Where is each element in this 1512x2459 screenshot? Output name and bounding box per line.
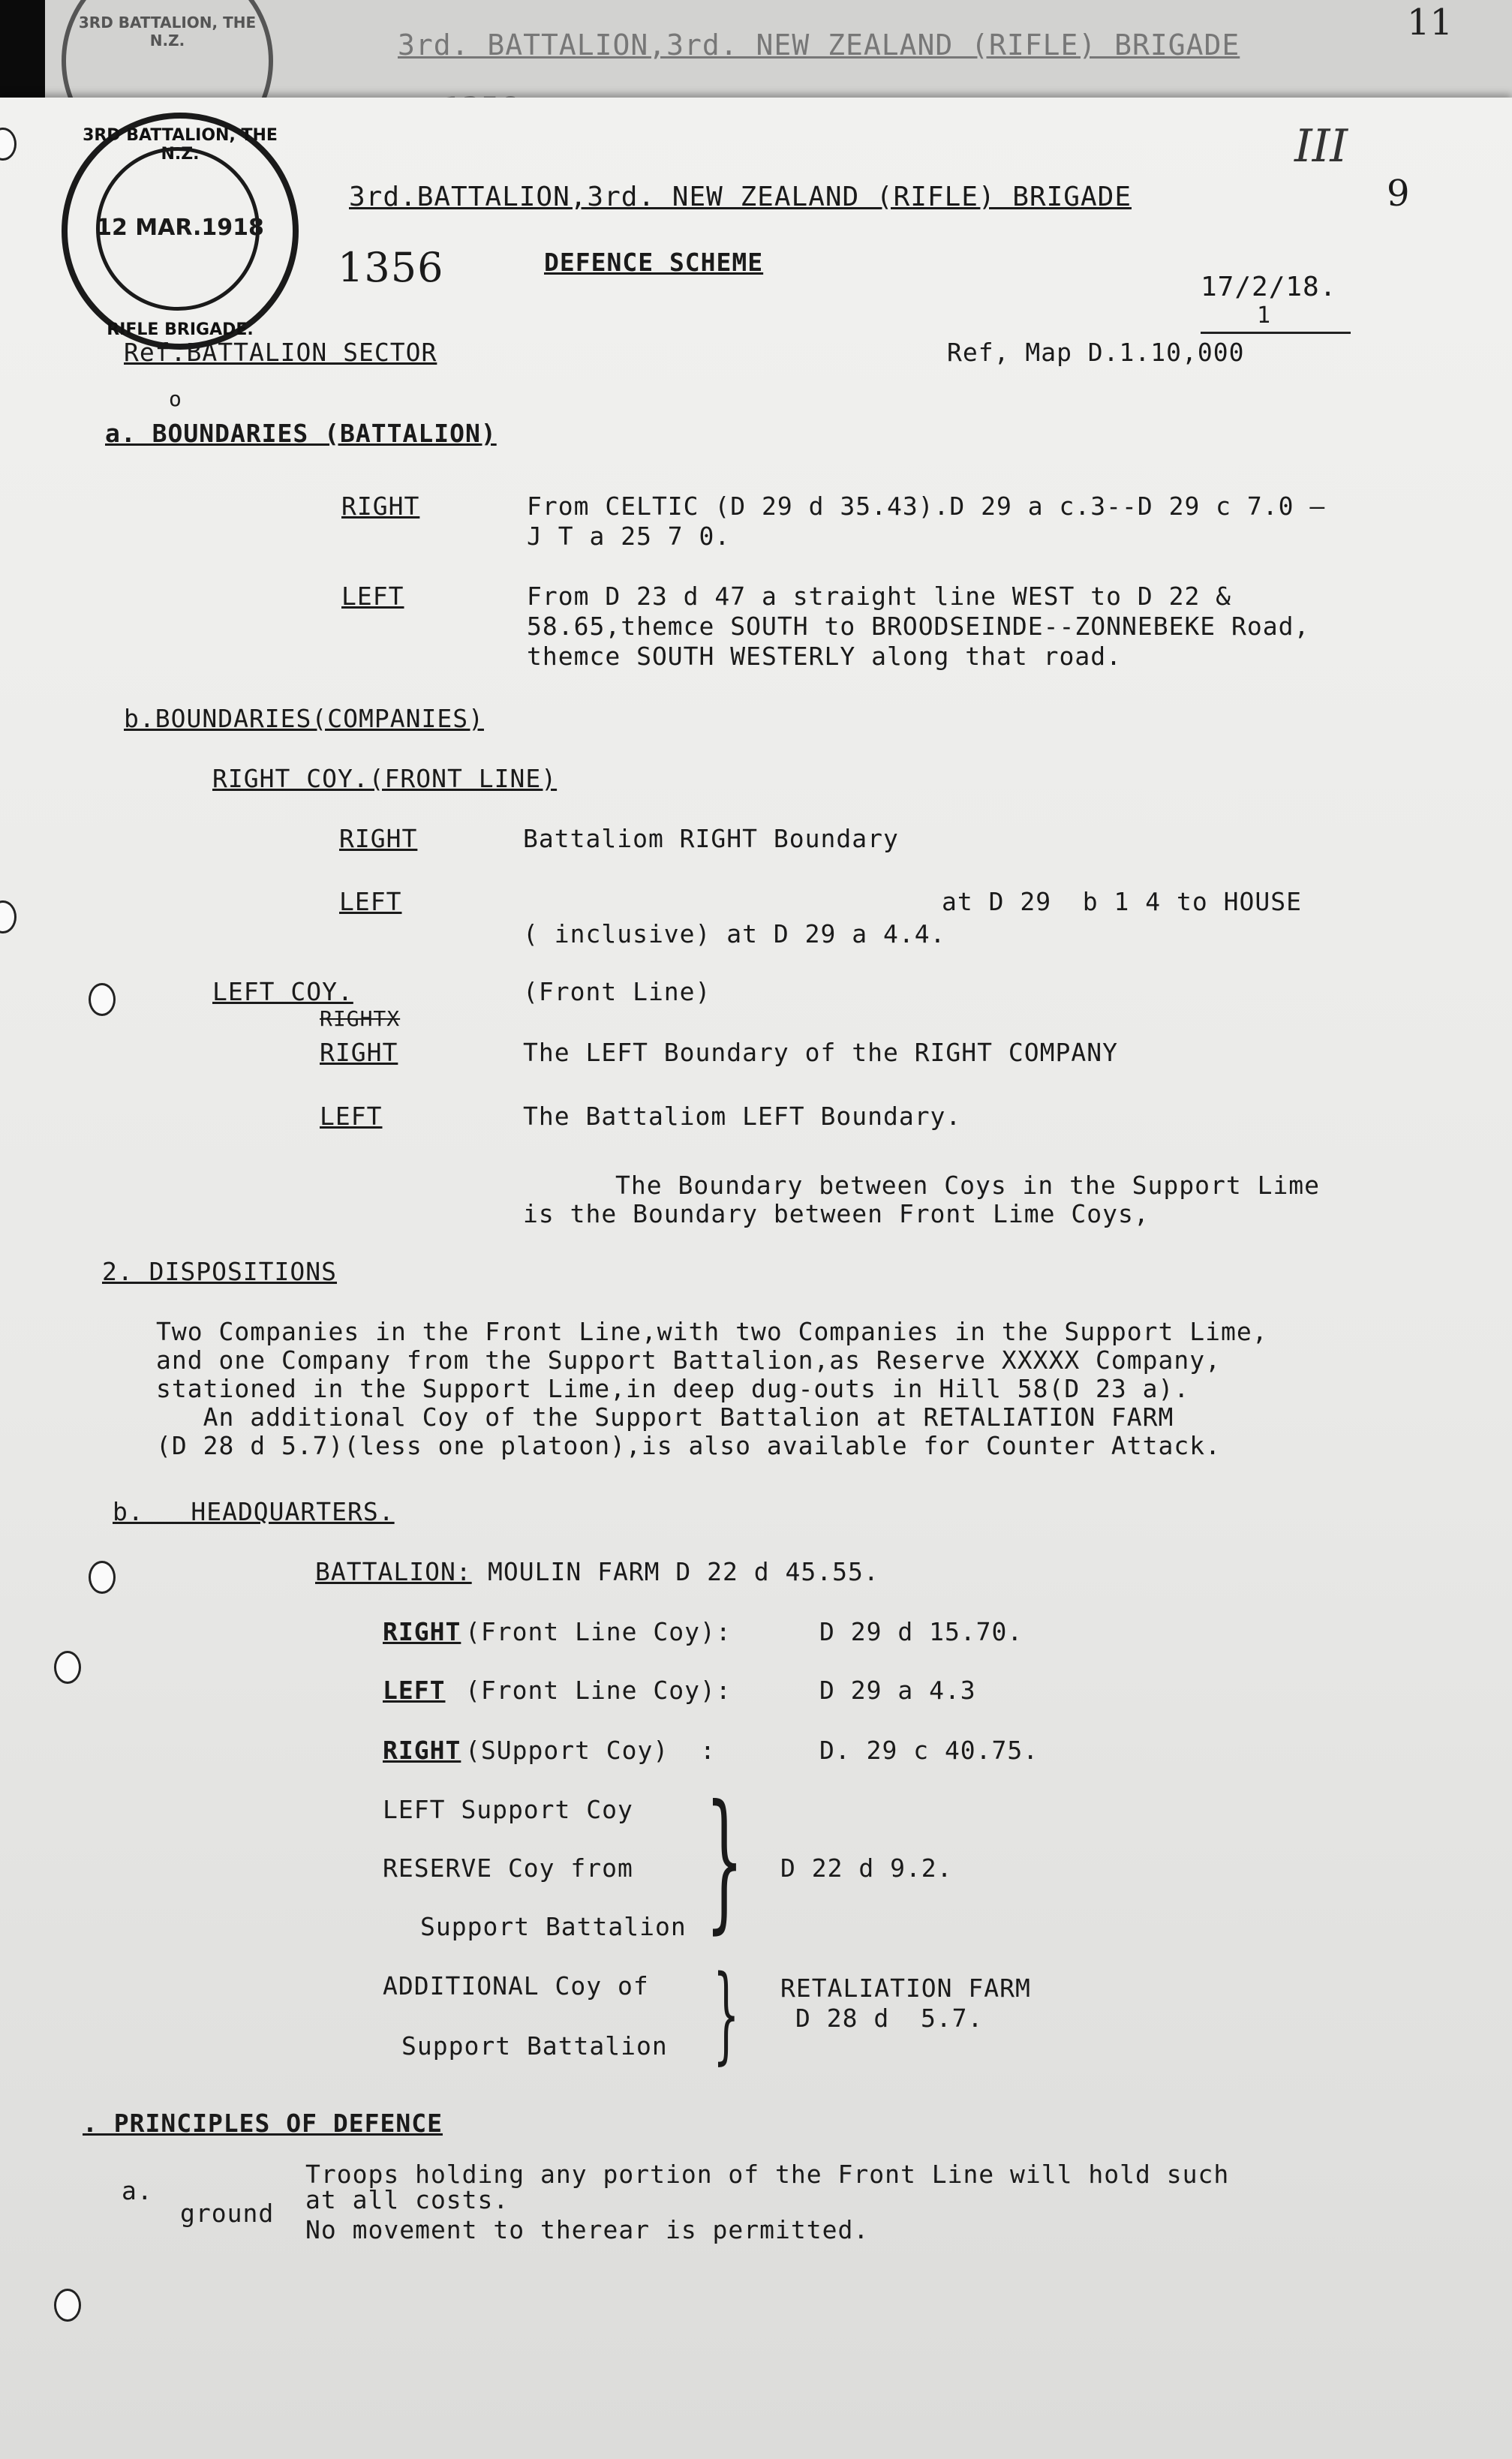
- heading-mark: o: [169, 386, 182, 411]
- underlying-stamp-text: 3RD BATTALION, THE N.Z.: [78, 14, 257, 50]
- underlying-page-number: 11: [1407, 2, 1453, 44]
- principle-item-marker: a.: [122, 2176, 153, 2205]
- punch-hole: [0, 900, 17, 933]
- page-number: 9: [1387, 173, 1411, 215]
- scale-rule: [1201, 332, 1351, 334]
- headquarters-heading: b. HEADQUARTERS.: [113, 1497, 395, 1526]
- hq-label: LEFT: [383, 1676, 446, 1705]
- struck-word: RIGHTX: [320, 1006, 401, 1031]
- principle-text: No movement to therear is permitted.: [305, 2215, 870, 2244]
- hq-label: RIGHT: [383, 1617, 461, 1646]
- punch-hole: [54, 2289, 81, 2322]
- hq-label: Support Battalion: [401, 2031, 668, 2061]
- hq-battalion-label: BATTALION:: [315, 1557, 472, 1586]
- boundary-left-line: themce SOUTH WESTERLY along that road.: [527, 642, 1122, 671]
- principle-text: ground: [180, 2199, 275, 2228]
- document-title: DEFENCE SCHEME: [544, 248, 764, 277]
- left-coy-left-text: The Battaliom LEFT Boundary.: [523, 1102, 962, 1131]
- hq-ref: D 29 a 4.3: [819, 1676, 976, 1705]
- battalion-sector: Ref.BATTALION SECTOR: [124, 338, 437, 367]
- boundary-left-label: LEFT: [341, 582, 404, 611]
- section-boundaries-companies: b.BOUNDARIES(COMPANIES): [124, 704, 484, 733]
- left-coy-right-text: The LEFT Boundary of the RIGHT COMPANY: [523, 1038, 1118, 1067]
- underlying-header: 3rd. BATTALION,3rd. NEW ZEALAND (RIFLE) BRIGADE: [398, 29, 1240, 62]
- hq-label: ADDITIONAL Coy of: [383, 1971, 649, 2001]
- boundary-right-line: J T a 25 7 0.: [527, 522, 731, 551]
- punch-hole: [0, 128, 17, 161]
- principle-text: at all costs.: [305, 2185, 510, 2214]
- curly-brace: }: [705, 1773, 744, 1948]
- hq-ref: D 22 d 9.2.: [780, 1853, 953, 1883]
- stamp-date: 12 MAR.1918: [96, 215, 264, 241]
- right-coy-left-label: LEFT: [339, 887, 402, 916]
- principle-text: Troops holding any portion of the Front Line will hold such: [305, 2160, 1230, 2189]
- hq-label: RESERVE Coy from: [383, 1853, 633, 1883]
- dispositions-paragraph: stationed in the Support Lime,in deep dug-outs in Hill 58(D 23 a).: [156, 1374, 1190, 1403]
- map-reference: Ref, Map D.1.10,000: [947, 338, 1245, 367]
- right-coy-heading: RIGHT COY.(FRONT LINE): [212, 764, 558, 793]
- left-coy-heading: LEFT COY.: [212, 977, 353, 1006]
- hq-label: (SUpport Coy) :: [465, 1736, 716, 1765]
- left-coy-left-label: LEFT: [320, 1102, 383, 1131]
- dispositions-paragraph: and one Company from the Support Battalion,as Reserve XXXXX Company,: [156, 1345, 1222, 1375]
- pencil-mark: III: [1294, 120, 1348, 173]
- hq-ref: RETALIATION FARM: [780, 1974, 1031, 2003]
- map-scale: 1: [1257, 302, 1272, 329]
- support-boundary-note: is the Boundary between Front Lime Coys,: [523, 1199, 1150, 1228]
- stamp-bottom-text: RIFLE BRIGADE.: [107, 320, 254, 339]
- boundary-right-label: RIGHT: [341, 491, 420, 521]
- hq-label: LEFT Support Coy: [383, 1795, 633, 1824]
- left-coy-paren: (Front Line): [523, 977, 711, 1006]
- dispositions-paragraph: Two Companies in the Front Line,with two Companies in the Support Lime,: [156, 1317, 1268, 1346]
- document-header: 3rd.BATTALION,3rd. NEW ZEALAND (RIFLE) BRIGADE: [349, 182, 1132, 212]
- right-coy-left-line: ( inclusive) at D 29 a 4.4.: [523, 919, 946, 948]
- punch-hole: [89, 1561, 116, 1594]
- left-coy-right-label: RIGHT: [320, 1038, 398, 1067]
- punch-hole: [54, 1651, 81, 1684]
- hq-battalion-text: MOULIN FARM D 22 d 45.55.: [488, 1557, 879, 1586]
- document-page: [0, 98, 1512, 2459]
- dispositions-paragraph: (D 28 d 5.7)(less one platoon),is also available for Counter Attack.: [156, 1431, 1222, 1460]
- punch-hole: [89, 983, 116, 1016]
- right-coy-right-text: Battaliom RIGHT Boundary: [523, 824, 899, 853]
- section-principles-of-defence: . PRINCIPLES OF DEFENCE: [83, 2109, 443, 2138]
- dispositions-paragraph: An additional Coy of the Support Battalion at RETALIATION FARM: [156, 1402, 1174, 1432]
- hq-ref: D. 29 c 40.75.: [819, 1736, 1039, 1765]
- document-date: 17/2/18.: [1201, 272, 1337, 302]
- battalion-stamp: [62, 113, 299, 350]
- section-dispositions: 2. DISPOSITIONS: [102, 1257, 338, 1286]
- stamp-top-text: 3RD BATTALION, THE N.Z.: [83, 126, 278, 164]
- right-coy-left-line: at D 29 b 1 4 to HOUSE: [942, 887, 1302, 916]
- boundary-right-line: From CELTIC (D 29 d 35.43).D 29 a c.3--D 29 c 7.0 —: [527, 491, 1326, 521]
- curly-brace: }: [713, 1953, 741, 2076]
- section-boundaries-battalion: a. BOUNDARIES (BATTALION): [105, 419, 497, 448]
- hq-ref: D 28 d 5.7.: [795, 2004, 984, 2033]
- hq-label: RIGHT: [383, 1736, 461, 1765]
- hq-label: Support Battalion: [420, 1912, 687, 1941]
- boundary-left-line: 58.65,themce SOUTH to BROODSEINDE--ZONNEBEKE Road,: [527, 612, 1310, 641]
- hq-label: (Front Line Coy):: [465, 1617, 732, 1646]
- support-boundary-note: The Boundary between Coys in the Support Lime: [615, 1171, 1321, 1200]
- right-coy-right-label: RIGHT: [339, 824, 418, 853]
- boundary-left-line: From D 23 d 47 a straight line WEST to D 22 &: [527, 582, 1232, 611]
- hq-ref: D 29 d 15.70.: [819, 1617, 1024, 1646]
- hq-label: (Front Line Coy):: [465, 1676, 732, 1705]
- document-number: 1356: [338, 244, 444, 291]
